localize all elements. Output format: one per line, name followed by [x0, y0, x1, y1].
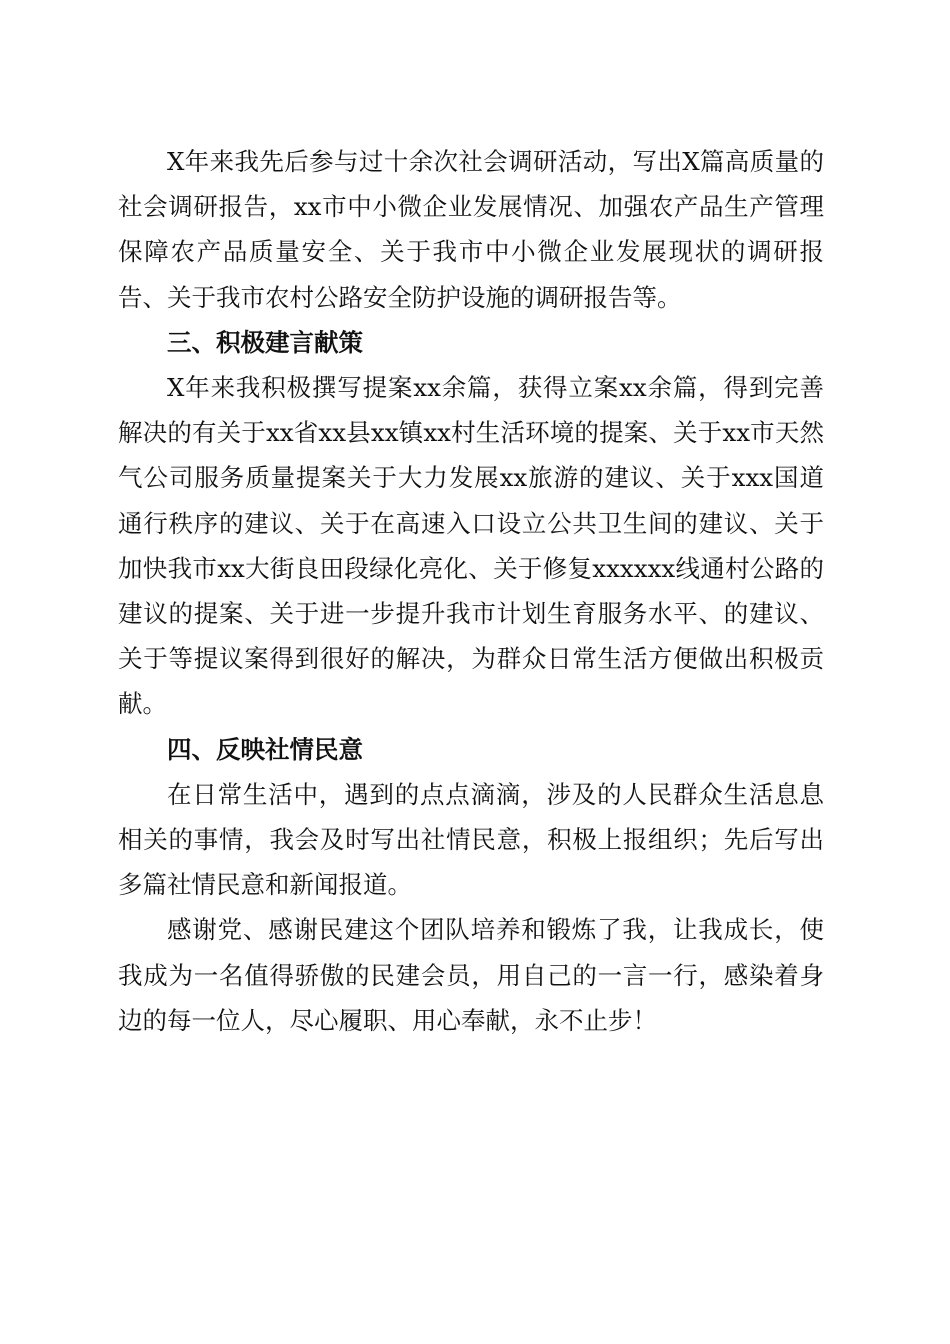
section-heading-4: 四、反映社情民意	[167, 734, 363, 764]
paragraph-proposals: X年来我积极撰写提案xx余篇，获得立案xx余篇，得到完善解决的有关于xx省xx县xx镇xx村生活环境的提案、关于xx市天然气公司服务质量提案关于大力发展xx旅游的建议、关于xxx国道通行秩序的建议、关于在高速入口设立公共卫生间的建议、关于加快我市xx大街良田段绿化亮化、关于修复xxxxxx线通村公路的建议的提案、关于进一步提升我市计划生育服务水平、的建议、关于等提议案得到很好的解决，为群众日常生活方便做出积极贡献。	[118, 373, 824, 719]
paragraph-research-activities: X年来我先后参与过十余次社会调研活动，写出X篇高质量的社会调研报告，xx市中小微企业发展情况、加强农产品生产管理保障农产品质量安全、关于我市中小微企业发展现状的调研报告、关于我市农村公路安全防护设施的调研报告等。	[118, 147, 824, 312]
section-heading-3: 三、积极建言献策	[167, 327, 363, 357]
paragraph-public-opinion: 在日常生活中，遇到的点点滴滴，涉及的人民群众生活息息相关的事情，我会及时写出社情民意，积极上报组织；先后写出多篇社情民意和新闻报道。	[118, 779, 824, 900]
paragraph-gratitude: 感谢党、感谢民建这个团队培养和锻炼了我，让我成长，使我成为一名值得骄傲的民建会员，用自己的一言一行，感染着身边的每一位人，尽心履职、用心奉献，永不止步！	[118, 915, 824, 1035]
document-body	[118, 139, 824, 1043]
